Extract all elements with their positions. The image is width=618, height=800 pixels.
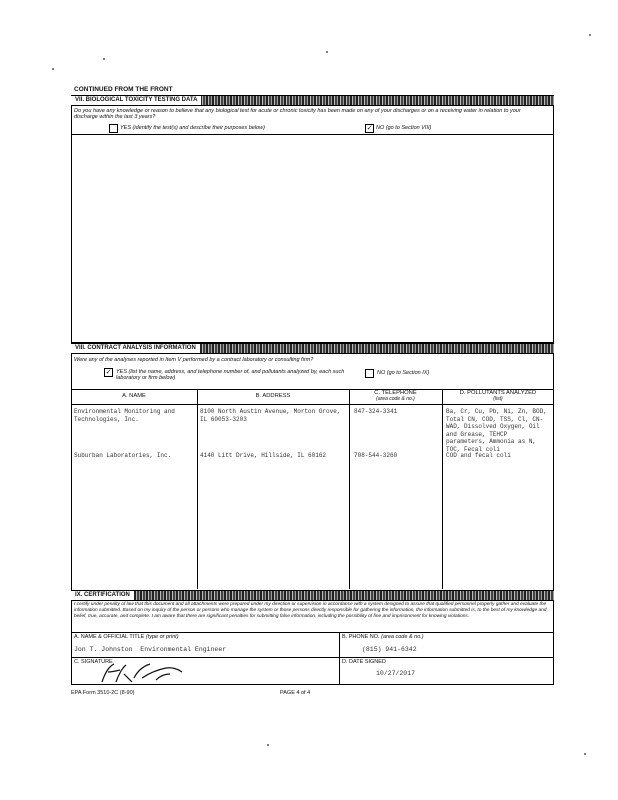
page-number: PAGE 4 of 4 <box>280 690 311 696</box>
yes-label-viii: YES (list the name, address, and telephone number of, and pollutants analyzed by, each such laboratory or firm below) <box>116 369 345 382</box>
certification-rule <box>71 657 554 658</box>
certification-rule <box>71 632 554 633</box>
lab-address: 4140 Litt Drive, Hillside, IL 60162 <box>200 452 327 459</box>
yes-label-vii: YES (identify the test(s) and describe their purposes below) <box>120 125 265 131</box>
lab-pollutants: COD and fecal coli <box>446 452 511 459</box>
phone-label <box>342 634 424 640</box>
column-header-telephone-sub: (area code & no.) <box>376 395 415 402</box>
column-divider <box>197 389 198 589</box>
continued-label: CONTINUED FROM THE FRONT <box>74 86 173 93</box>
scan-speck <box>589 34 591 36</box>
name-title-label <box>74 634 179 640</box>
lab-telephone: 708-544-3260 <box>354 452 398 459</box>
form-number: EPA Form 3510-2C (8-90) <box>71 690 135 696</box>
column-header-name: A. NAME <box>122 393 146 399</box>
name-title-label-sub: (type or print) <box>145 634 179 640</box>
no-label-vii: NO (go to Section VIII) <box>376 125 432 131</box>
signature-label: C. SIGNATURE <box>74 659 113 665</box>
column-header-telephone-label: C. TELEPHONE <box>374 390 417 396</box>
section-ix-title: IX. CERTIFICATION <box>71 591 134 600</box>
scan-speck <box>52 68 54 70</box>
column-header-pollutants <box>442 390 554 402</box>
phone-field[interactable]: (815) 941-6342 <box>362 646 417 653</box>
column-divider <box>349 389 350 589</box>
section-viii-question: Were any of the analyses reported in Item V performed by a contract laboratory or consulting firm? <box>74 357 314 363</box>
no-checkbox-vii[interactable]: ✓ <box>366 125 373 132</box>
column-header-telephone <box>349 390 442 402</box>
phone-label-text: B. PHONE NO. <box>342 634 380 640</box>
column-header-pollutants-sub: (list) <box>493 395 503 402</box>
column-header-pollutants-label: D. POLLUTANTS ANALYZED <box>459 390 537 396</box>
scan-speck <box>584 753 586 755</box>
yes-checkbox-viii[interactable]: ✓ <box>105 369 112 376</box>
signature-mark <box>96 660 188 686</box>
scan-speck <box>267 744 269 746</box>
section-vii-question: Do you have any knowledge or reason to believe that any biological test for acute or chronic toxicity has been made on any of your discharges or on a receiving water in relation to your discharge within the last 3 years? <box>74 108 521 121</box>
lab-name: Environmental Monitoring and Technologies, Inc. <box>74 408 175 423</box>
yes-checkbox-vii[interactable] <box>109 124 118 133</box>
section-viii-title: VIII. CONTRACT ANALYSIS INFORMATION <box>71 344 200 353</box>
lab-name: Suburban Laboratories, Inc. <box>74 452 172 459</box>
scan-speck <box>326 51 328 53</box>
certification-divider <box>339 632 340 684</box>
phone-label-sub: (area code & no.) <box>381 634 424 640</box>
column-header-address: B. ADDRESS <box>255 393 291 399</box>
date-signed-field[interactable]: 10/27/2017 <box>376 670 416 677</box>
section-vii-title: VII. BIOLOGICAL TOXICITY TESTING DATA <box>71 96 201 105</box>
name-title-field[interactable]: Jon T. Johnston Environmental Engineer <box>74 646 227 653</box>
no-label-viii: NO (go to Section IX) <box>377 370 430 376</box>
date-signed-label: D. DATE SIGNED <box>342 659 386 665</box>
lab-address: 8100 North Austin Avenue, Morton Grove, IL 60053-3203 <box>200 408 341 423</box>
no-checkbox-viii[interactable] <box>365 369 374 378</box>
lab-telephone: 847-324-3341 <box>354 408 398 415</box>
certification-text: I certify under penalty of law that this document and all attachments were prepared under my direction or supervision in accordance with a system designed to assure that qualified personnel properly gather and evaluate the information submitted. Based on my inquiry of the person or persons who manage the system or those persons directly responsible for gathering the information, the information submitted is, to the best of my knowledge and belief, true, accurate, and complete. I am aware that there are significant penalties for submitting false information, including the possibility of fine and imprisonment for knowing violations. <box>74 602 547 619</box>
column-divider <box>442 389 443 589</box>
scan-speck <box>103 58 105 60</box>
table-header-bottom-rule <box>71 404 554 405</box>
section-vii-box <box>71 105 554 343</box>
lab-pollutants: Ba, Cr, Cu, Pb, Ni, Zn, BOD, Total CN, COD, TSS, Cl, CN-WAD, Dissolved Oxygen, Oil and Grease, TEHCP parameters, Ammonia as N, TOC, Fecal coli <box>446 408 547 453</box>
section-vii-divider <box>71 134 554 135</box>
name-title-label-text: A. NAME & OFFICIAL TITLE <box>74 634 145 640</box>
